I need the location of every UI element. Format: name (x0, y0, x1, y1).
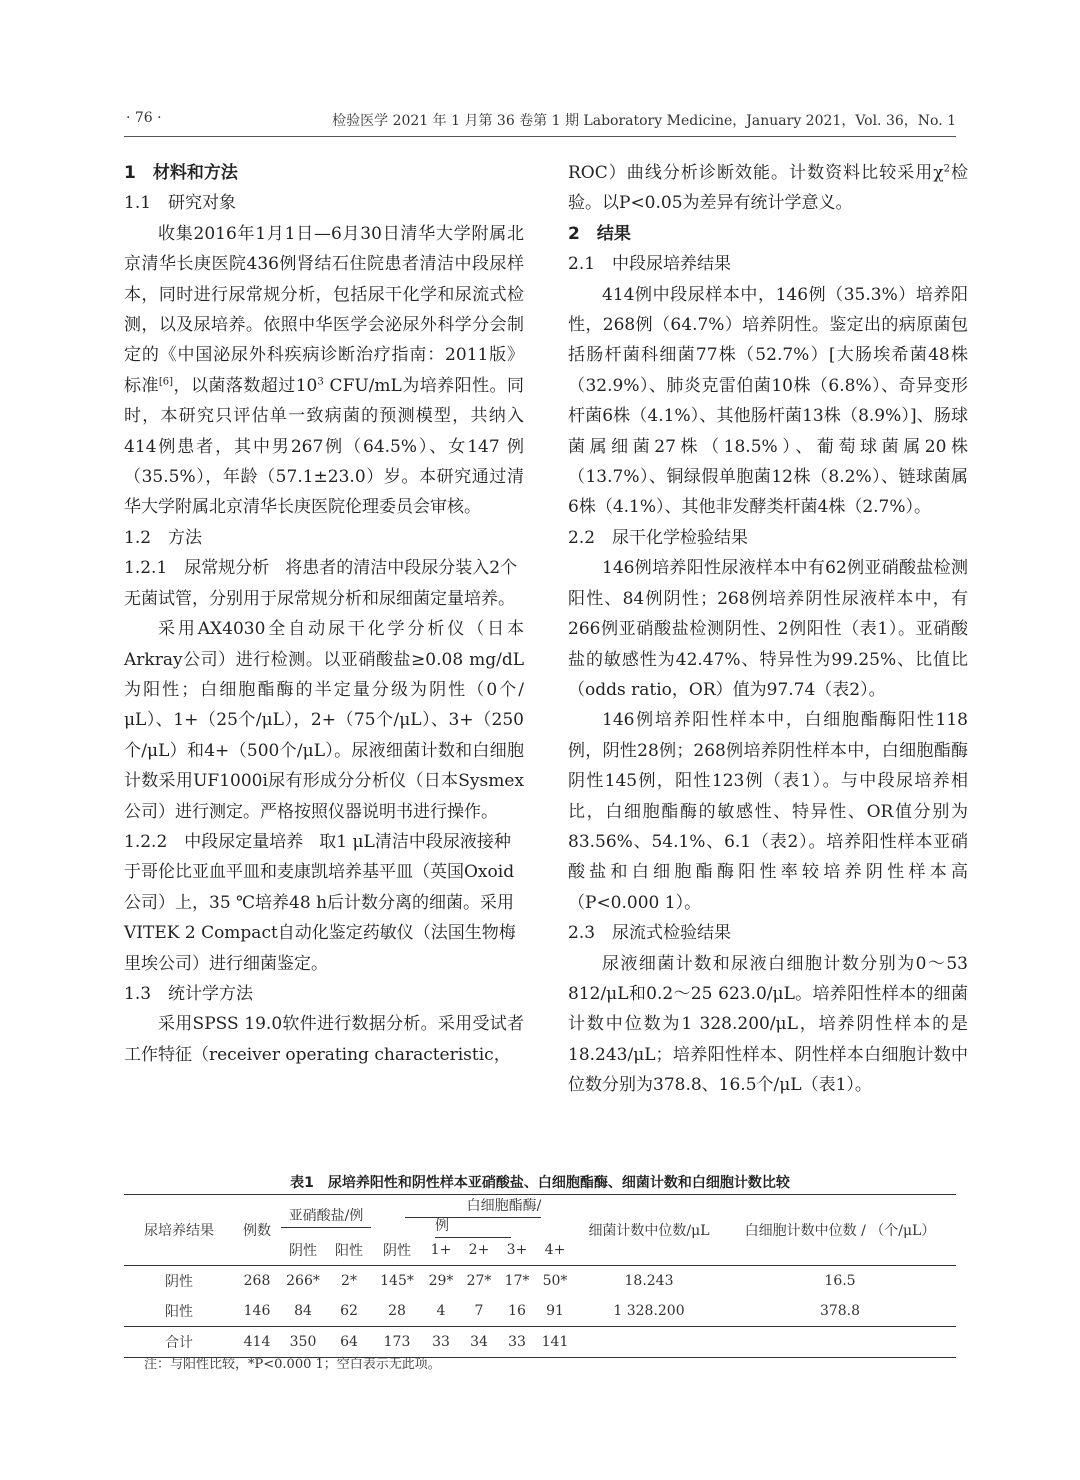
header-cell: 细菌计数中位数/μL (588, 1223, 710, 1239)
cell: 173 (372, 1327, 422, 1358)
subsection-heading: 2.2 尿干化学检验结果 (568, 527, 749, 548)
subsection-heading: 2.3 尿流式检验结果 (568, 923, 732, 944)
cell: 34 (460, 1327, 498, 1358)
cell: 145* (372, 1266, 422, 1297)
table-note: 注：与阳性比较，*P<0.000 1；空白表示无此项。 (144, 1357, 441, 1372)
cell: 268 (234, 1266, 280, 1297)
header-rule (124, 136, 956, 137)
header-cell: 亚硝酸盐/例 (280, 1195, 372, 1236)
paragraph: 1.2.2 中段尿定量培养 取1 μL清洁中段尿液接种于哥伦比亚血平皿和麦康凯培养基平皿（英国Oxoid公司）上，35 ℃培养48 h后计数分离的细菌。采用VITEK 2 Compact自动化鉴定药敏仪（法国生物梅里埃公司）进行细菌鉴定。 (124, 831, 516, 974)
cell: 28 (388, 1303, 406, 1319)
cell: 33 (422, 1327, 460, 1358)
cell: 33 (498, 1327, 536, 1358)
subsection-heading: 1.1 研究对象 (124, 193, 237, 214)
cell: 1 328.200 (613, 1303, 685, 1319)
section-heading: 2 结果 (568, 223, 631, 244)
cell: 64 (326, 1327, 372, 1358)
cell: 84 (294, 1303, 312, 1319)
subsection-heading: 1.2 方法 (124, 527, 203, 548)
cell: 414 (234, 1327, 280, 1358)
header-cell: 白细胞酯酶/例 (372, 1195, 574, 1236)
table-row (124, 1266, 956, 1297)
row-label: 阴性 (124, 1266, 234, 1297)
cell: 27* (460, 1266, 498, 1297)
header-cell: 4+ (544, 1242, 566, 1258)
paragraph: 尿液细菌计数和尿液白细胞计数分别为0～53 812/μL和0.2～25 623.0/μL。培养阳性样本的细菌计数中位数为1 328.200/μL，培养阴性样本的是18.243/μL；培养阳性样本、阴性样本白细胞计数中位数分别为378.8、16.5个/μL（表1）。 (568, 953, 968, 1096)
table-row (124, 1296, 956, 1327)
header-cell: 3+ (506, 1242, 528, 1258)
cell: 16.5 (724, 1266, 956, 1297)
table-title: 表1 尿培养阳性和阴性样本亚硝酸盐、白细胞酯酶、细菌计数和白细胞计数比较 (290, 1175, 790, 1191)
header-cell: 阳性 (335, 1243, 363, 1259)
row-label: 合计 (124, 1327, 234, 1358)
page-number: · 76 · (126, 110, 162, 126)
subsection-heading: 2.1 中段尿培养结果 (568, 254, 732, 275)
section-heading: 1 材料和方法 (124, 163, 238, 183)
subsection-heading: 1.3 统计学方法 (124, 983, 254, 1004)
cell: 91 (546, 1303, 564, 1319)
paragraph: 146例培养阳性尿液样本中有62例亚硝酸盐检测阳性、84例阴性；268例培养阴性尿液样本中，有266例亚硝酸盐检测阴性、2例阳性（表1）。亚硝酸盐的敏感性为42.47%、特异性为99.25%、比值比（odds ratio，OR）值为97.74（表2）。 (568, 558, 968, 700)
cell (724, 1327, 956, 1358)
header-cell: 2+ (468, 1242, 490, 1258)
cell (574, 1327, 724, 1358)
cell: 17* (498, 1266, 536, 1297)
paragraph: 146例培养阳性样本中，白细胞酯酶阳性118例，阴性28例；268例培养阴性样本中，白细胞酯酶阴性145例，阳性123例（表1）。与中段尿培养相比，白细胞酯酶的敏感性、特异性、OR值分别为83.56%、54.1%、6.1（表2）。培养阳性样本亚硝酸盐和白细胞酯酶阳性率较培养阴性样本高（P<0.000 1）。 (568, 710, 968, 913)
row-label: 阳性 (165, 1304, 193, 1320)
header-cell: 阴性 (289, 1243, 317, 1259)
paragraph: 1.2.1 尿常规分析 将患者的清洁中段尿分装入2个无菌试管，分别用于尿常规分析和尿细菌定量培养。 (124, 558, 518, 609)
paragraph: 采用SPSS 19.0软件进行数据分析。采用受试者工作特征（receiver operating characteristic， (124, 1014, 524, 1065)
cell: 16 (508, 1303, 526, 1319)
cell: 141 (536, 1327, 574, 1358)
paragraph: ROC）曲线分析诊断效能。计数资料比较采用$\chi^2$检验。以P<0.05为差异有统计学意义。 (568, 163, 968, 214)
cell: 4 (436, 1303, 446, 1319)
paragraph: 收集2016年1月1日—6月30日清华大学附属北京清华长庚医院436例肾结石住院患者清洁中段尿样本，同时进行尿常规分析，包括尿干化学和尿流式检测，以及尿培养。依照中华医学会泌尿外科学分会制定的《中国泌尿外科疾病诊断治疗指南：2011版》标准[6]，以菌落数超过$10^3$ CFU/mL为培养阳性。同时，本研究只评估单一致病菌的预测模型，共纳入414例患者，其中男267例（64.5%）、女147 例（35.5%），年龄（57.1±23.0）岁。本研究通过清华大学附属北京清华长庚医院伦理委员会审核。 (124, 223, 524, 518)
header-cell: 1+ (430, 1242, 452, 1258)
cell: 7 (474, 1303, 484, 1319)
left-column (124, 158, 524, 1070)
cell: 18.243 (574, 1266, 724, 1297)
header-cell: 尿培养结果 (144, 1223, 214, 1239)
header-cell: 阴性 (383, 1243, 411, 1259)
paragraph: 414例中段尿样本中，146例（35.3%）培养阳性，268例（64.7%）培养阴性。鉴定出的病原菌包括肠杆菌科细菌77株（52.7%）[大肠埃希菌48株（32.9%）、肺炎克雷伯菌10株（6.8%）、奇异变形杆菌6株（4.1%）、其他肠杆菌13株（8.9%）]、肠球菌属细菌27株（18.5%）、葡萄球菌属20株（13.7%）、铜绿假单胞菌12株（8.2%）、链球菌属6株（4.1%）、其他非发酵类杆菌4株（2.7%）。 (568, 284, 968, 518)
right-column (568, 158, 968, 1101)
cell: 350 (280, 1327, 326, 1358)
cell: 2* (326, 1266, 372, 1297)
cell: 50* (536, 1266, 574, 1297)
cell: 146 (243, 1303, 271, 1319)
header-cell: 白细胞计数中位数 / （个/μL） (744, 1223, 936, 1239)
header-cell: 例数 (243, 1223, 271, 1239)
cell: 266* (280, 1266, 326, 1297)
journal-header: 检验医学 2021 年 1 月第 36 卷第 1 期 Laboratory Medicine，January 2021，Vol. 36，No. 1 (332, 113, 956, 129)
paragraph: 采用AX4030全自动尿干化学分析仪（日本Arkray公司）进行检测。以亚硝酸盐≥0.08 mg/dL为阳性；白细胞酯酶的半定量分级为阴性（0个/μL）、1+（25个/μL），2+（75个/μL）、3+（250个/μL）和4+（500个/μL）。尿液细菌计数和白细胞计数采用UF1000i尿有形成分分析仪（日本Sysmex公司）进行测定。严格按照仪器说明书进行操作。 (124, 619, 524, 822)
cell: 62 (340, 1303, 358, 1319)
cell: 29* (422, 1266, 460, 1297)
data-table (124, 1194, 956, 1358)
cell: 378.8 (819, 1303, 861, 1319)
